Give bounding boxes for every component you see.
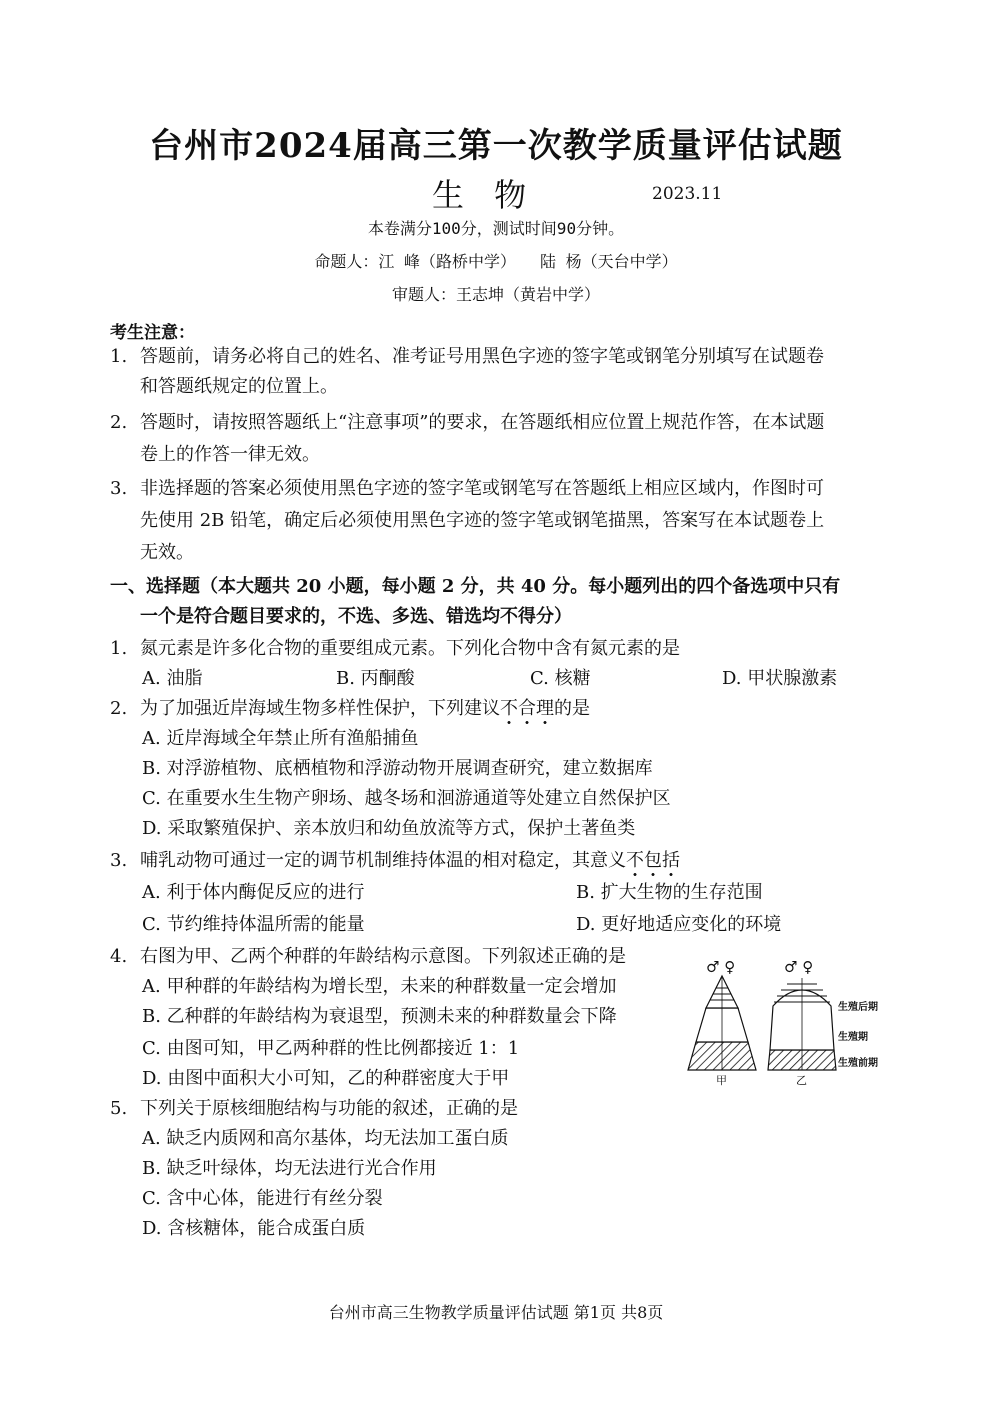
page-title: 台州市2024届高三第一次教学质量评估试题: [149, 126, 843, 166]
exam-authors: 命题人：江 峰（路桥中学） 陆 杨（天台中学）: [314, 252, 678, 271]
question-option: D. 采取繁殖保护、亲本放归和幼鱼放流等方式，保护土著鱼类: [142, 818, 636, 839]
emphasis-text: 不包括: [626, 850, 680, 877]
exam-date: 2023.11: [652, 184, 723, 204]
question-stem: 氮元素是许多化合物的重要组成元素。下列化合物中含有氮元素的是: [140, 638, 680, 659]
question-number: 3.: [110, 850, 128, 871]
emphasis-text: 不合理: [500, 698, 554, 725]
notice-item-number: 3.: [110, 478, 128, 499]
question-option: D. 更好地适应变化的环境: [576, 914, 782, 935]
sex-symbols-jia: ♂ ♀: [706, 958, 736, 976]
notice-item-text: 卷上的作答一律无效。: [140, 444, 320, 465]
question-option: A. 油脂: [142, 668, 203, 689]
question-option: C. 在重要水生生物产卵场、越冬场和洄游通道等处建立自然保护区: [142, 788, 671, 809]
question-option: B. 乙种群的年龄结构为衰退型，预测未来的种群数量会下降: [142, 1006, 617, 1027]
notice-item-text: 无效。: [140, 542, 194, 563]
notice-item-text: 答题时，请按照答题纸上“注意事项”的要求，在答题纸相应位置上规范作答，在本试题: [140, 412, 825, 433]
page-footer: 台州市高三生物教学质量评估试题 第1页 共8页: [328, 1303, 664, 1322]
pyramid-yi: [768, 978, 836, 1070]
notice-item-text: 和答题纸规定的位置上。: [140, 376, 338, 397]
question-option: A. 近岸海域全年禁止所有渔船捕鱼: [142, 728, 419, 749]
question-stem: 右图为甲、乙两个种群的年龄结构示意图。下列叙述正确的是: [140, 946, 626, 967]
section-heading: 一个是符合题目要求的，不选、多选、错选均不得分）: [140, 606, 572, 627]
question-number: 4.: [110, 946, 128, 967]
question-option: B. 缺乏叶绿体，均无法进行光合作用: [142, 1158, 437, 1179]
notice-item-number: 2.: [110, 412, 128, 433]
question-option: B. 对浮游植物、底栖植物和浮游动物开展调查研究，建立数据库: [142, 758, 653, 779]
pyramid-jia: [688, 976, 756, 1070]
age-structure-diagram: [680, 958, 900, 1088]
question-stem: 下列关于原核细胞结构与功能的叙述，正确的是: [140, 1098, 518, 1119]
question-stem: 哺乳动物可通过一定的调节机制维持体温的相对稳定，其意义不包括: [140, 846, 680, 876]
question-number: 5.: [110, 1098, 128, 1119]
question-option: B. 丙酮酸: [336, 668, 415, 689]
caption-jia: 甲: [716, 1074, 727, 1087]
label-post-reproductive: 生殖后期: [838, 1002, 878, 1013]
question-number: 2.: [110, 698, 128, 719]
question-option: C. 核糖: [530, 668, 591, 689]
notice-item-text: 非选择题的答案必须使用黑色字迹的签字笔或钢笔写在答题纸上相应区域内，作图时可: [140, 478, 824, 499]
subject-name: 生 物: [432, 176, 537, 214]
question-option: A. 缺乏内质网和高尔基体，均无法加工蛋白质: [142, 1128, 509, 1149]
question-option: D. 甲状腺激素: [722, 668, 838, 689]
exam-reviewer: 审题人：王志坤（黄岩中学）: [391, 285, 600, 304]
question-option: C. 含中心体，能进行有丝分裂: [142, 1188, 383, 1209]
notice-title: 考生注意：: [110, 323, 195, 343]
question-option: A. 利于体内酶促反应的进行: [142, 882, 365, 903]
exam-info: 本卷满分100分，测试时间90分钟。: [367, 219, 625, 238]
notice-item-text: 先使用 2B 铅笔，确定后必须使用黑色字迹的签字笔或钢笔描黑，答案写在本试题卷上: [140, 510, 825, 531]
question-option: D. 由图中面积大小可知，乙的种群密度大于甲: [142, 1068, 510, 1089]
label-reproductive: 生殖期: [838, 1032, 868, 1043]
notice-item-number: 1.: [110, 346, 128, 367]
question-option: D. 含核糖体，能合成蛋白质: [142, 1218, 366, 1239]
question-option: C. 由图可知，甲乙两种群的性比例都接近 1：1: [142, 1038, 520, 1059]
question-stem: 为了加强近岸海域生物多样性保护，下列建议不合理的是: [140, 694, 590, 724]
notice-item-text: 答题前，请务必将自己的姓名、准考证号用黑色字迹的签字笔或钢笔分别填写在试题卷: [140, 346, 824, 367]
label-pre-reproductive: 生殖前期: [838, 1058, 878, 1069]
section-heading: 一、选择题（本大题共 20 小题，每小题 2 分，共 40 分。每小题列出的四个备选项中只有: [110, 576, 841, 597]
question-option: A. 甲种群的年龄结构为增长型，未来的种群数量一定会增加: [142, 976, 617, 997]
caption-yi: 乙: [796, 1074, 807, 1087]
question-number: 1.: [110, 638, 128, 659]
sex-symbols-yi: ♂ ♀: [784, 958, 814, 976]
question-option: C. 节约维持体温所需的能量: [142, 914, 365, 935]
question-option: B. 扩大生物的生存范围: [576, 882, 763, 903]
